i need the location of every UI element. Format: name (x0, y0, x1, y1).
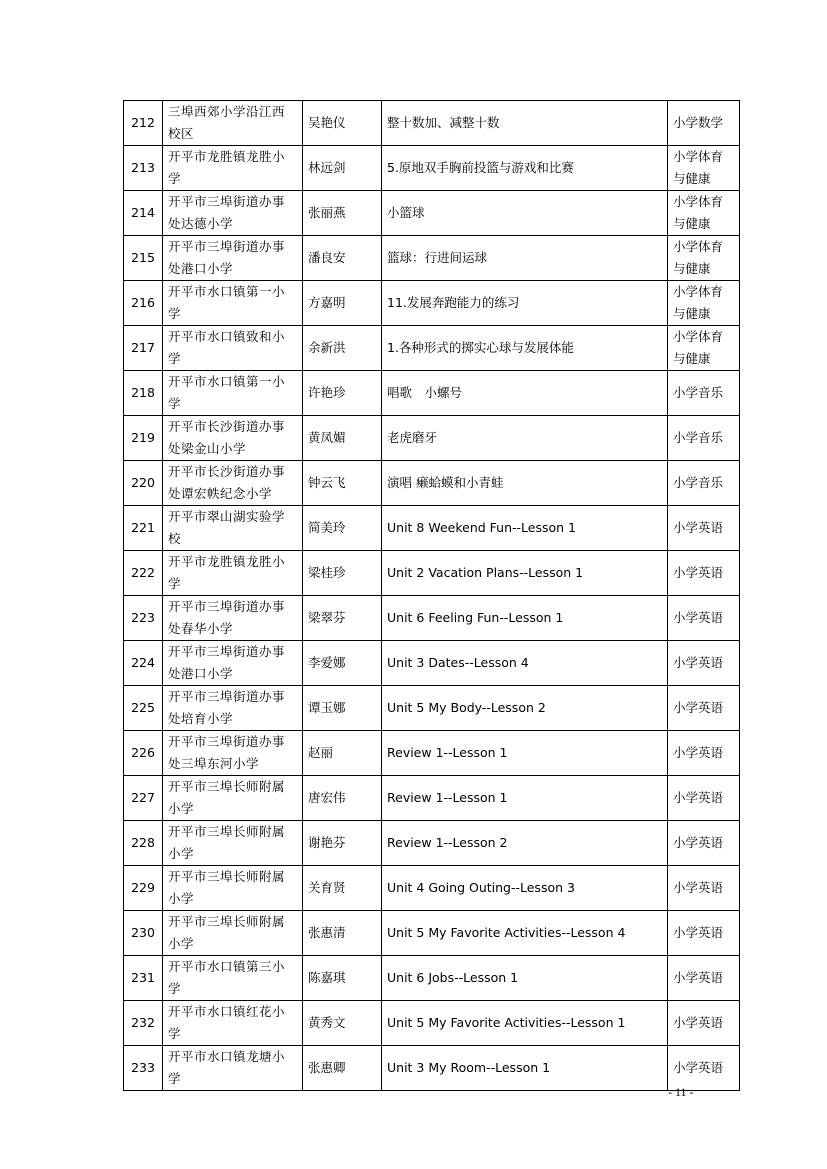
school-name: 开平市翠山湖实验学校 (163, 506, 303, 551)
table-row (124, 641, 740, 686)
subject-name: 小学英语 (668, 821, 740, 866)
school-name: 三埠西郊小学沿江西校区 (163, 101, 303, 146)
table-row (124, 686, 740, 731)
table-row (124, 776, 740, 821)
teacher-name: 李爱娜 (303, 641, 382, 686)
school-name: 开平市水口镇第三小学 (163, 956, 303, 1001)
row-number: 213 (124, 146, 163, 191)
table-row (124, 1046, 740, 1091)
lesson-title: 整十数加、减整十数 (382, 101, 668, 146)
teacher-name: 梁翠芬 (303, 596, 382, 641)
lesson-title: Unit 3 My Room--Lesson 1 (382, 1046, 668, 1091)
teacher-name: 关育贤 (303, 866, 382, 911)
lesson-title: 小篮球 (382, 191, 668, 236)
table-row (124, 731, 740, 776)
lesson-title: Unit 6 Feeling Fun--Lesson 1 (382, 596, 668, 641)
school-name: 开平市龙胜镇龙胜小学 (163, 551, 303, 596)
subject-name: 小学英语 (668, 506, 740, 551)
teacher-name: 林远剑 (303, 146, 382, 191)
table-row (124, 101, 740, 146)
lesson-title: Unit 5 My Favorite Activities--Lesson 1 (382, 1001, 668, 1046)
lesson-title: Review 1--Lesson 1 (382, 731, 668, 776)
subject-name: 小学英语 (668, 956, 740, 1001)
row-number: 220 (124, 461, 163, 506)
row-number: 219 (124, 416, 163, 461)
table-row (124, 281, 740, 326)
table-row (124, 506, 740, 551)
teacher-name: 谭玉娜 (303, 686, 382, 731)
row-number: 222 (124, 551, 163, 596)
row-number: 232 (124, 1001, 163, 1046)
subject-name: 小学英语 (668, 866, 740, 911)
roster-body (124, 101, 740, 1091)
school-name: 开平市三埠街道办事处培育小学 (163, 686, 303, 731)
row-number: 217 (124, 326, 163, 371)
page-number: - 11 - (668, 1085, 694, 1099)
teacher-name: 潘良安 (303, 236, 382, 281)
lesson-title: 篮球：行进间运球 (382, 236, 668, 281)
lesson-title: Unit 4 Going Outing--Lesson 3 (382, 866, 668, 911)
subject-name: 小学英语 (668, 776, 740, 821)
teacher-name: 吴艳仪 (303, 101, 382, 146)
table-row (124, 911, 740, 956)
subject-name: 小学音乐 (668, 371, 740, 416)
lesson-title: Unit 6 Jobs--Lesson 1 (382, 956, 668, 1001)
row-number: 214 (124, 191, 163, 236)
school-name: 开平市三埠街道办事处港口小学 (163, 236, 303, 281)
subject-name: 小学体育与健康 (668, 281, 740, 326)
row-number: 224 (124, 641, 163, 686)
lesson-title: Unit 2 Vacation Plans--Lesson 1 (382, 551, 668, 596)
subject-name: 小学英语 (668, 596, 740, 641)
school-name: 开平市三埠长师附属小学 (163, 776, 303, 821)
table-row (124, 191, 740, 236)
school-name: 开平市三埠街道办事处三埠东河小学 (163, 731, 303, 776)
row-number: 215 (124, 236, 163, 281)
table-row (124, 1001, 740, 1046)
subject-name: 小学数学 (668, 101, 740, 146)
lesson-title: Review 1--Lesson 2 (382, 821, 668, 866)
school-name: 开平市水口镇第一小学 (163, 371, 303, 416)
school-name: 开平市长沙街道办事处谭宏帙纪念小学 (163, 461, 303, 506)
teacher-name: 唐宏伟 (303, 776, 382, 821)
subject-name: 小学体育与健康 (668, 236, 740, 281)
subject-name: 小学音乐 (668, 461, 740, 506)
school-name: 开平市三埠街道办事处达德小学 (163, 191, 303, 236)
lesson-title: Unit 8 Weekend Fun--Lesson 1 (382, 506, 668, 551)
row-number: 231 (124, 956, 163, 1001)
school-name: 开平市三埠街道办事处春华小学 (163, 596, 303, 641)
lesson-title: Unit 3 Dates--Lesson 4 (382, 641, 668, 686)
school-name: 开平市三埠长师附属小学 (163, 866, 303, 911)
row-number: 216 (124, 281, 163, 326)
teacher-name: 黄秀文 (303, 1001, 382, 1046)
row-number: 229 (124, 866, 163, 911)
table-row (124, 551, 740, 596)
subject-name: 小学英语 (668, 641, 740, 686)
subject-name: 小学英语 (668, 911, 740, 956)
teacher-name: 钟云飞 (303, 461, 382, 506)
teacher-name: 张惠卿 (303, 1046, 382, 1091)
school-name: 开平市龙胜镇龙胜小学 (163, 146, 303, 191)
subject-name: 小学英语 (668, 1046, 740, 1091)
teacher-name: 张惠清 (303, 911, 382, 956)
teacher-name: 张丽燕 (303, 191, 382, 236)
school-name: 开平市水口镇龙塘小学 (163, 1046, 303, 1091)
row-number: 212 (124, 101, 163, 146)
lesson-title: 5.原地双手胸前投篮与游戏和比赛 (382, 146, 668, 191)
table-row (124, 596, 740, 641)
lesson-title: Unit 5 My Favorite Activities--Lesson 4 (382, 911, 668, 956)
school-name: 开平市水口镇第一小学 (163, 281, 303, 326)
subject-name: 小学英语 (668, 731, 740, 776)
lesson-title: 11.发展奔跑能力的练习 (382, 281, 668, 326)
teacher-name: 简美玲 (303, 506, 382, 551)
subject-name: 小学体育与健康 (668, 146, 740, 191)
row-number: 225 (124, 686, 163, 731)
roster-table (123, 100, 740, 1091)
row-number: 233 (124, 1046, 163, 1091)
teacher-name: 方嘉明 (303, 281, 382, 326)
subject-name: 小学英语 (668, 551, 740, 596)
table-row (124, 461, 740, 506)
teacher-name: 许艳珍 (303, 371, 382, 416)
row-number: 227 (124, 776, 163, 821)
school-name: 开平市水口镇致和小学 (163, 326, 303, 371)
lesson-title: 唱歌 小螺号 (382, 371, 668, 416)
lesson-title: 1.各种形式的掷实心球与发展体能 (382, 326, 668, 371)
teacher-name: 陈嘉琪 (303, 956, 382, 1001)
subject-name: 小学体育与健康 (668, 326, 740, 371)
table-row (124, 956, 740, 1001)
table-row (124, 866, 740, 911)
subject-name: 小学体育与健康 (668, 191, 740, 236)
lesson-title: 演唱 癞蛤蟆和小青蛙 (382, 461, 668, 506)
table-row (124, 326, 740, 371)
subject-name: 小学音乐 (668, 416, 740, 461)
row-number: 226 (124, 731, 163, 776)
teacher-name: 谢艳芬 (303, 821, 382, 866)
school-name: 开平市三埠长师附属小学 (163, 911, 303, 956)
lesson-title: Review 1--Lesson 1 (382, 776, 668, 821)
teacher-name: 赵丽 (303, 731, 382, 776)
table-row (124, 416, 740, 461)
subject-name: 小学英语 (668, 1001, 740, 1046)
row-number: 221 (124, 506, 163, 551)
table-row (124, 821, 740, 866)
table-row (124, 236, 740, 281)
subject-name: 小学英语 (668, 686, 740, 731)
school-name: 开平市水口镇红花小学 (163, 1001, 303, 1046)
row-number: 228 (124, 821, 163, 866)
row-number: 230 (124, 911, 163, 956)
teacher-name: 黄凤媚 (303, 416, 382, 461)
lesson-title: Unit 5 My Body--Lesson 2 (382, 686, 668, 731)
school-name: 开平市长沙街道办事处梁金山小学 (163, 416, 303, 461)
row-number: 223 (124, 596, 163, 641)
school-name: 开平市三埠长师附属小学 (163, 821, 303, 866)
teacher-name: 余新洪 (303, 326, 382, 371)
row-number: 218 (124, 371, 163, 416)
table-row (124, 146, 740, 191)
school-name: 开平市三埠街道办事处港口小学 (163, 641, 303, 686)
lesson-title: 老虎磨牙 (382, 416, 668, 461)
table-row (124, 371, 740, 416)
teacher-name: 梁桂珍 (303, 551, 382, 596)
